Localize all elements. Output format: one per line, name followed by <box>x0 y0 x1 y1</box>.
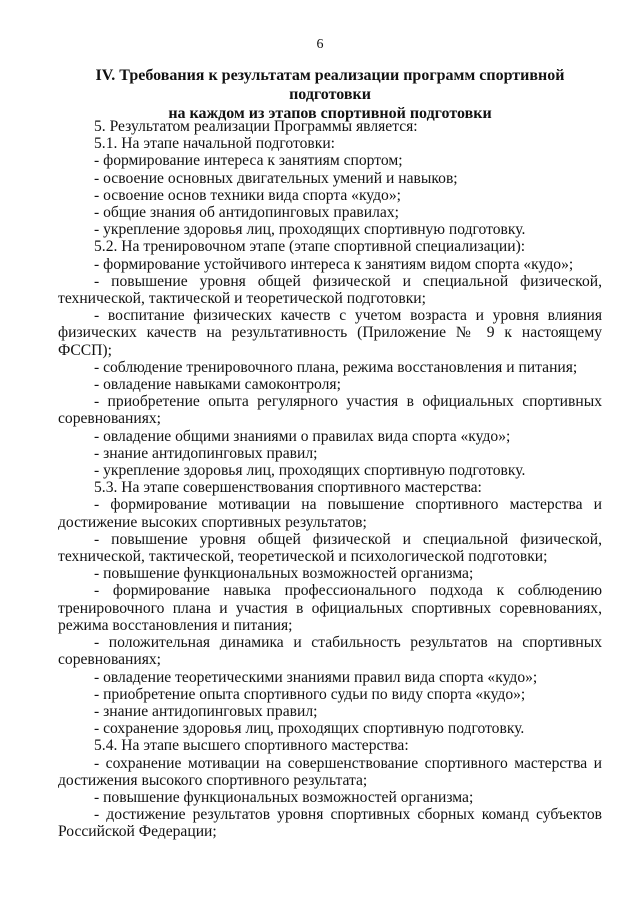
document-body <box>58 118 602 841</box>
list-item: - укрепление здоровья лиц, проходящих спортивную подготовку. <box>94 221 526 239</box>
list-item: - повышение функциональных возможностей организма; <box>94 565 474 583</box>
list-item: - повышение уровня общей физической и специальной физической, технической, тактической и теоретической подготовки; <box>58 272 602 308</box>
list-item: - формирование интереса к занятиям спортом; <box>94 152 403 170</box>
paragraph: 5.4. На этапе высшего спортивного мастерства: <box>94 737 409 755</box>
list-item: - овладение теоретическими знаниями правил вида спорта «кудо»; <box>94 668 538 686</box>
paragraph: 5.3. На этапе совершенствования спортивного мастерства: <box>94 479 482 497</box>
page-number: 6 <box>316 37 324 52</box>
list-item: - знание антидопинговых правил; <box>94 444 318 462</box>
list-item: - формирование навыка профессионального подхода к соблюдению тренировочного плана и участия в официальных спортивных соревнованиях, режима восстановления и питания; <box>58 582 602 634</box>
list-item: - повышение функциональных возможностей организма; <box>94 788 474 806</box>
list-item: - укрепление здоровья лиц, проходящих спортивную подготовку. <box>94 462 526 480</box>
list-item: - положительная динамика и стабильность результатов на спортивных соревнованиях; <box>58 634 602 669</box>
list-item: - общие знания об антидопинговых правилах; <box>94 204 399 222</box>
list-item: - знание антидопинговых правил; <box>94 702 318 720</box>
list-item: - повышение уровня общей физической и специальной физической, технической, тактической, теоретической и психологической подготовки; <box>58 530 602 566</box>
list-item: - формирование мотивации на повышение спортивного мастерства и достижение высоких спортивных результатов; <box>58 496 602 531</box>
paragraph: 5. Результатом реализации Программы является: <box>94 118 418 135</box>
list-item: - освоение основных двигательных умений и навыков; <box>94 169 458 187</box>
list-item: - воспитание физических качеств с учетом возраста и уровня влияния физических качеств на результативность (Приложение № 9 к настоящему ФССП); <box>58 307 602 359</box>
paragraph: 5.2. На тренировочном этапе (этапе спортивной специализации): <box>94 238 526 256</box>
list-item: - освоение основ техники вида спорта «кудо»; <box>94 186 401 204</box>
section-heading <box>60 66 600 123</box>
list-item: - овладение общими знаниями о правилах вида спорта «кудо»; <box>94 427 511 445</box>
list-item: - формирование устойчивого интереса к занятиям видом спорта «кудо»; <box>94 255 574 273</box>
list-item: - достижение результатов уровня спортивных сборных команд субъектов Российской Федерации; <box>58 806 602 841</box>
paragraph: 5.1. На этапе начальной подготовки: <box>94 135 336 153</box>
list-item: - сохранение мотивации на совершенствование спортивного мастерства и достижения высокого спортивного результата; <box>58 754 602 789</box>
list-item: - соблюдение тренировочного плана, режима восстановления и питания; <box>94 358 578 376</box>
list-item: - овладение навыками самоконтроля; <box>94 376 341 394</box>
section-heading-line-2: на каждом из этапов спортивной подготовки <box>168 105 492 122</box>
section-heading-line-1: IV. Требования к результатам реализации программ спортивной подготовки <box>95 67 565 103</box>
list-item: - приобретение опыта спортивного судьи по виду спорта «кудо»; <box>94 685 526 703</box>
list-item: - сохранение здоровья лиц, проходящих спортивную подготовку. <box>94 720 525 738</box>
list-item: - приобретение опыта регулярного участия в официальных спортивных соревнованиях; <box>58 393 602 428</box>
